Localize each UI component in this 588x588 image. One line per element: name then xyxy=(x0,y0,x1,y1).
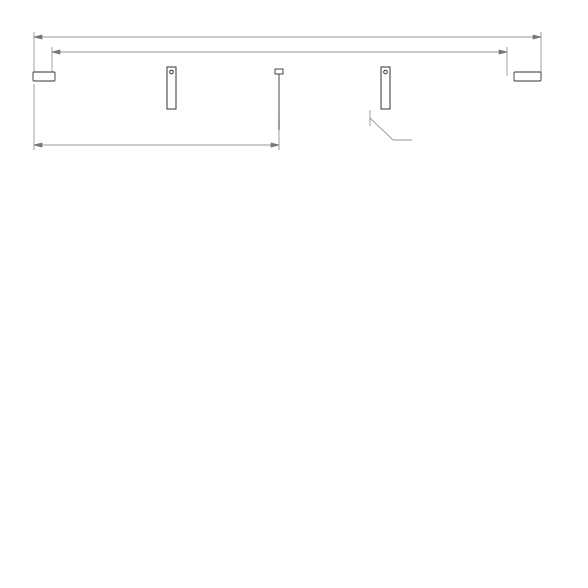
left-clamp xyxy=(167,67,176,109)
right-clamp xyxy=(381,67,390,109)
center-bolt xyxy=(275,69,283,130)
leaf-spring-drawing xyxy=(0,0,588,170)
dimension-lines xyxy=(34,32,541,150)
eye-ends xyxy=(33,72,541,81)
